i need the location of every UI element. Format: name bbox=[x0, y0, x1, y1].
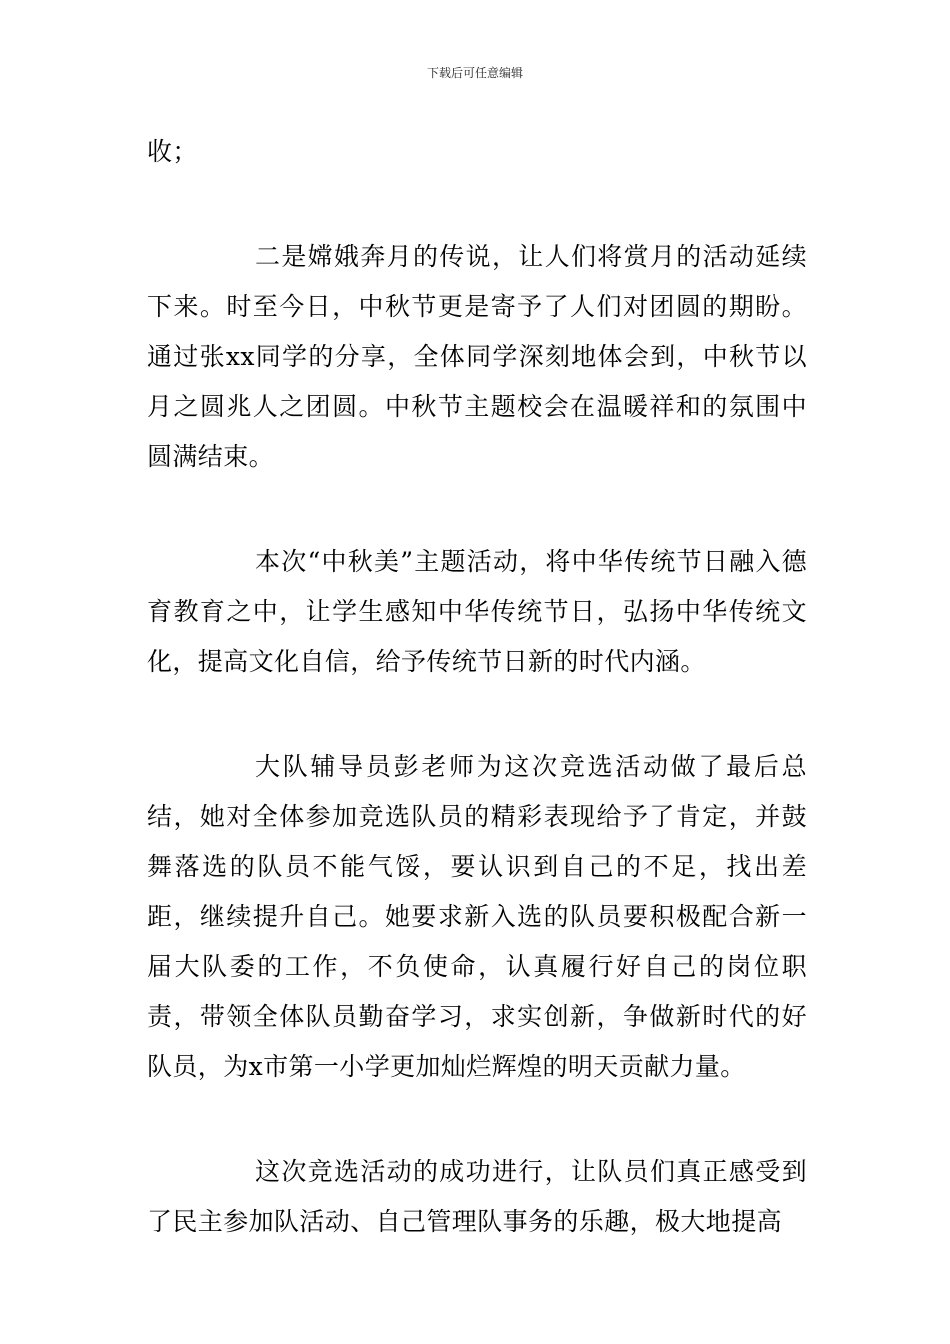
document-body bbox=[147, 127, 807, 1247]
page-header: 下载后可任意编辑 bbox=[426, 66, 523, 80]
paragraph-3: 本次“中秋美”主题活动，将中华传统节日融入德育教育之中，让学生感知中华传统节日，弘扬中华传统文化，提高文化自信，给予传统节日新的时代内涵。 bbox=[147, 547, 807, 676]
paragraph-5: 这次竞选活动的成功进行，让队员们真正感受到了民主参加队活动、自己管理队事务的乐趣，极大地提高 bbox=[147, 1157, 807, 1236]
paragraph-gap bbox=[147, 687, 807, 742]
paragraph-gap bbox=[147, 1092, 807, 1147]
paragraph-4: 大队辅导员彭老师为这次竞选活动做了最后总结，她对全体参加竞选队员的精彩表现给予了肯定，并鼓舞落选的队员不能气馁，要认识到自己的不足，找出差距，继续提升自己。她要求新入选的队员要积极配合新一届大队委的工作，不负使命，认真履行好自己的岗位职责，带领全体队员勤奋学习，求实创新，争做新时代的好队员，为x市第一小学更加灿烂辉煌的明天贡献力量。 bbox=[147, 752, 807, 1081]
paragraph-2: 二是嫦娥奔月的传说，让人们将赏月的活动延续下来。时至今日，中秋节更是寄予了人们对团圆的期盼。通过张xx同学的分享，全体同学深刻地体会到，中秋节以月之圆兆人之团圆。中秋节主题校会在温暖祥和的氛围中圆满结束。 bbox=[147, 242, 807, 471]
paragraph-1: 收； bbox=[147, 137, 198, 166]
paragraph-gap bbox=[147, 482, 807, 537]
paragraph-gap bbox=[147, 177, 807, 232]
